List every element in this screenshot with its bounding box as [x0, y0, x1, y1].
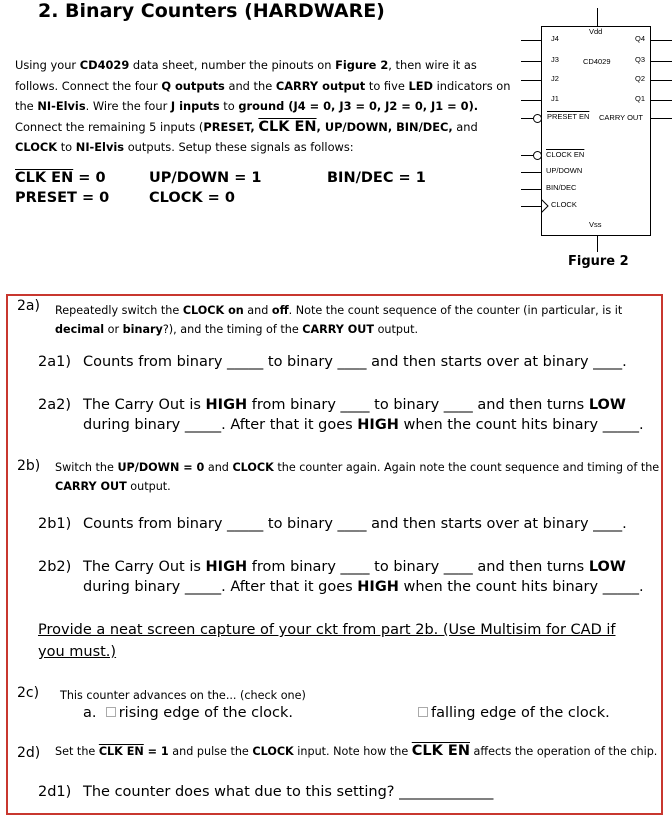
- pin-line: [521, 80, 541, 81]
- vss-pin-line: [597, 236, 598, 252]
- q2c-option-falling[interactable]: falling edge of the clock.: [418, 702, 610, 724]
- figure-caption: Figure 2: [568, 254, 629, 269]
- inversion-bubble: [533, 114, 542, 123]
- pin-line: [651, 80, 672, 81]
- vdd-pin-line: [597, 8, 598, 26]
- pin-q2: Q2: [635, 74, 646, 83]
- signal-preset: PRESET = 0: [15, 190, 110, 206]
- signal-clk-en: CLK EN = 0: [15, 170, 106, 186]
- pin-line: [651, 61, 672, 62]
- pin-j3: J3: [551, 55, 559, 64]
- q2d-label: 2d): [17, 745, 41, 761]
- pin-line: [521, 100, 541, 101]
- chip-name: CD4029: [583, 57, 611, 66]
- q2a2-label: 2a2): [38, 397, 71, 413]
- q2b2-line1: The Carry Out is HIGH from binary ____ to binary ____ and then turns LOW: [83, 559, 626, 575]
- q2b1-label: 2b1): [38, 516, 72, 532]
- pin-line: [521, 61, 541, 62]
- q2b-label: 2b): [17, 458, 41, 474]
- q2d-text: Set the CLK EN = 1 and pulse the CLOCK input. Note how the CLK EN affects the operation of the chip.: [55, 743, 658, 759]
- pin-up-down: UP/DOWN: [546, 166, 583, 175]
- pin-line: [521, 118, 533, 119]
- q2c-option-rising[interactable]: a. rising edge of the clock.: [83, 705, 293, 721]
- pin-line: [651, 100, 672, 101]
- q2b2-line2: during binary _____. After that it goes HIGH when the count hits binary _____.: [83, 579, 644, 595]
- section-title: 2. Binary Counters (HARDWARE): [38, 0, 385, 22]
- q2b-text: Switch the UP/DOWN = 0 and CLOCK the counter again. Again note the count sequence and timing of the CARRY OUT output.: [55, 461, 660, 493]
- pin-line: [651, 118, 672, 119]
- signal-clock: CLOCK = 0: [149, 190, 235, 206]
- q2b-capture-instruction: Provide a neat screen capture of your ckt from part 2b. (Use Multisim for CAD if you must.): [38, 622, 616, 660]
- pin-j2: J2: [551, 74, 559, 83]
- q2a2-line2: during binary _____. After that it goes HIGH when the count hits binary _____.: [83, 417, 644, 433]
- q2a-text: Repeatedly switch the CLOCK on and off. Note the count sequence of the counter (in particular, is it decimal or binary?), and the timing of the CARRY OUT output.: [55, 304, 623, 336]
- pin-clock: CLOCK: [551, 200, 577, 209]
- q2c-label: 2c): [17, 685, 40, 701]
- pin-j1: J1: [551, 94, 559, 103]
- checkbox-rising[interactable]: [106, 707, 116, 717]
- inversion-bubble: [533, 151, 542, 160]
- pin-carry-out: CARRY OUT: [599, 113, 643, 122]
- q2a2-line1: The Carry Out is HIGH from binary ____ to binary ____ and then turns LOW: [83, 397, 626, 413]
- pin-q3: Q3: [635, 55, 646, 64]
- pin-bin-dec: BIN/DEC: [546, 183, 577, 192]
- pin-q1: Q1: [635, 94, 646, 103]
- q2a1-text: Counts from binary _____ to binary ____ and then starts over at binary ____.: [83, 354, 627, 370]
- pin-vss: Vss: [589, 220, 602, 229]
- q2d1-label: 2d1): [38, 784, 72, 800]
- q2c-text: This counter advances on the... (check one): [60, 689, 306, 702]
- pin-line: [521, 206, 541, 207]
- signal-updown: UP/DOWN = 1: [149, 170, 262, 186]
- signal-bindec: BIN/DEC = 1: [327, 170, 426, 186]
- pin-vdd: Vdd: [589, 27, 603, 36]
- pin-preset-en: PRESET EN: [547, 112, 590, 121]
- pin-q4: Q4: [635, 34, 646, 43]
- q2d1-text: The counter does what due to this setting? _____________: [83, 784, 494, 800]
- clock-triangle-icon: [541, 199, 549, 213]
- pin-line: [521, 189, 541, 190]
- q2a1-label: 2a1): [38, 354, 71, 370]
- q2b1-text: Counts from binary _____ to binary ____ and then starts over at binary ____.: [83, 516, 627, 532]
- checkbox-falling[interactable]: [418, 707, 428, 717]
- pin-j4: J4: [551, 34, 559, 43]
- pin-line: [521, 155, 533, 156]
- pin-line: [521, 40, 541, 41]
- pin-line: [651, 40, 672, 41]
- q2a-label: 2a): [17, 298, 40, 314]
- pin-line: [521, 172, 541, 173]
- q2b2-label: 2b2): [38, 559, 72, 575]
- pin-clock-en: CLOCK EN: [546, 150, 585, 159]
- intro-paragraph: Using your CD4029 data sheet, number the pinouts on Figure 2, then wire it as follows. Connect the four Q outputs and the CARRY output to five LED indicators on the NI-Elvis. Wire the four J inputs to ground (J4 = 0, J3 = 0, J2 = 0, J1 = 0). Connect the remaining 5 inputs (PRESET, CLK EN, UP/DOWN, BIN/DEC, and CLOCK to NI-Elvis outputs. Setup these signals as follows:: [15, 58, 511, 154]
